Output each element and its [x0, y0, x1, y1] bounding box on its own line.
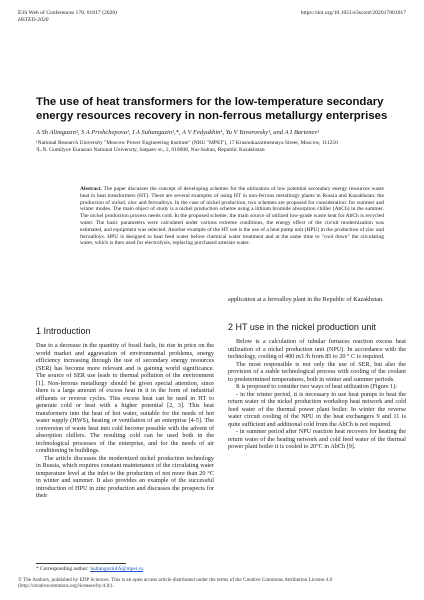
affiliation-1: ¹National Research University "Moscow Power Engineering Institute" (NRU "MPEI"), 17 Krasnokazarmennaya Street, Moscow, 111250 [36, 140, 338, 146]
section-1-paragraph-1: Due to a decrease in the quantity of fossil fuels, its rise in price on the world market and aggravation of environmental problems, energy efficiency increasing through the use of secondary energy resources (SER) has become more relevant and is gaining world significance. The source of SER use leads to thermal pollution of the environment [1]. Non-ferrous metallurgy should be given special attention, since there is a large amount of excess heat in it in the form of industrial effluents or reverse cycles. This excess heat can be used in HT to generate cold or heat with a higher potential [2, 3]. This heat transformers into the heat of hot water, suitable for the needs of hot water supply (HWS), heating or ventilation of an enterprise [4-5]. The conversion of waste heat into cold become possible with the advent of absorption chillers. The resulting cold can be used both in the technological processes of the enterprise, and for the needs of air conditioning in buildings. [36, 342, 214, 454]
section-2-paragraph-2: The most responsible is not only the use of SER, but also the provision of a stable technological process with cooling of the coolant to predetermined temperatures, both in winter and summer periods. [228, 360, 406, 383]
right-column-continuation: application at a ferroalloy plant in the Republic of Kazakhstan. [228, 296, 384, 303]
footnote-divider [36, 563, 126, 564]
section-2-paragraph-1: Below is a calculation of tubular furnaces reaction excess heat utilization of a nickel production unit (NPU). In accordance with the technology, cooling of 400 m3 /h from 85 to 20 ° C is required. [228, 338, 406, 360]
section-2-heading: 2 HT use in the nickel production unit [228, 322, 376, 332]
right-column [228, 322, 406, 451]
section-2-paragraph-4: - in the winter period, it is necessary to use heat pumps to heat the return water of the nickel production workshop heat network and cold feed water of the thermal power plant boiler. In winter the reverse water circuit cooling of the NPU in the heat exchangers 9 and 11 is quite sufficient and additional cold from the AbCh is not required. [228, 390, 406, 428]
conference-name: HSTED-2020 [18, 16, 49, 23]
affiliations [36, 140, 394, 153]
section-1-paragraph-2: The article discusses the modernized nickel production technology in Russia, which requires constant maintenance of the circulating water temperature level at the inlet to the production of not more than 20 °C in winter and summer. It also provides an example of the successful introduction of HPU in zinc production and discusses the prospects for their [36, 454, 214, 499]
license-notice: © The Authors, published by EDP Sciences. This is an open access article distributed under the terms of the Creative Commons Attribution License 4.0 (http://creativecommons.org/licenses/by/4.0/). [18, 577, 333, 590]
footnote [36, 566, 143, 572]
abstract-text: The paper discusses the concept of developing schemes for the utilization of low potential secondary energy resources waste heat in heat transformers (HT). There are several examples of using HT in non-ferrous metallurgy plants in Russia and Kazakhstan: the production of nickel, zinc and ferroalloys. In the case of nickel production, two schemes are proposed for consideration: for summer and winter modes. The main object of study is a nickel production scheme using a lithium bromide absorption chiller (AbCh) in the summer. The nickel production process needs cold. In the proposed scheme, the main source of utilized low-grade waste heat for AbCh is recycled water. The basic parameters were calculated under various extreme conditions, the energy effect of the circuit modernization was estimated, and equipment was selected. Another example of the HT use is the use of a heat pump unit (HPU) in the production of zinc and ferroalloys. HPU is designed to heat feed water before chemical water treatment and at the same time to "cool down" the circulating water, which is then used for electrolysis, replacing purchased artesian water. [80, 186, 384, 247]
journal-citation: E3S Web of Conferences 178, 01017 (2020) [18, 10, 118, 16]
section-2-paragraph-5: - in summer period after NPU reaction heat recovers for heating the return water of the heating network and cold feed water of the thermal power plant boiler it is cooled to 20°C in AbCh [9]. [228, 428, 406, 450]
affiliation-2: ²L.N. Gumilyov Eurasian National University, Satpaev st., 2, 010008, Nur-Sultan, Republic Kazakhstan [36, 146, 265, 153]
abstract-label: Abstract. [80, 186, 102, 192]
footnote-label: * Corresponding author: [36, 566, 91, 572]
section-1-heading: 1 Introduction [36, 326, 91, 336]
page-header [18, 10, 406, 23]
left-column [36, 326, 214, 500]
abstract [80, 186, 384, 247]
doi-link[interactable]: https://doi.org/10.1051/e3sconf/202017801017 [300, 10, 406, 16]
section-2-paragraph-3: It is proposed to consider two ways of heat utilization (Figure 1): [236, 383, 398, 390]
author-list: A Sh Alimgazin², S A Prishchepova¹, I A Sultanguzin¹,*, A V Fedyukhin¹, Yu V Yavorovsky¹, and A I Bartenev¹ [36, 129, 320, 136]
corresponding-email-link[interactable]: SultanguzinIA@mpei.ru [90, 566, 144, 572]
paper-title: The use of heat transformers for the low-temperature secondary energy resources recovery in non-ferrous metallurgy enterprises [36, 96, 388, 122]
